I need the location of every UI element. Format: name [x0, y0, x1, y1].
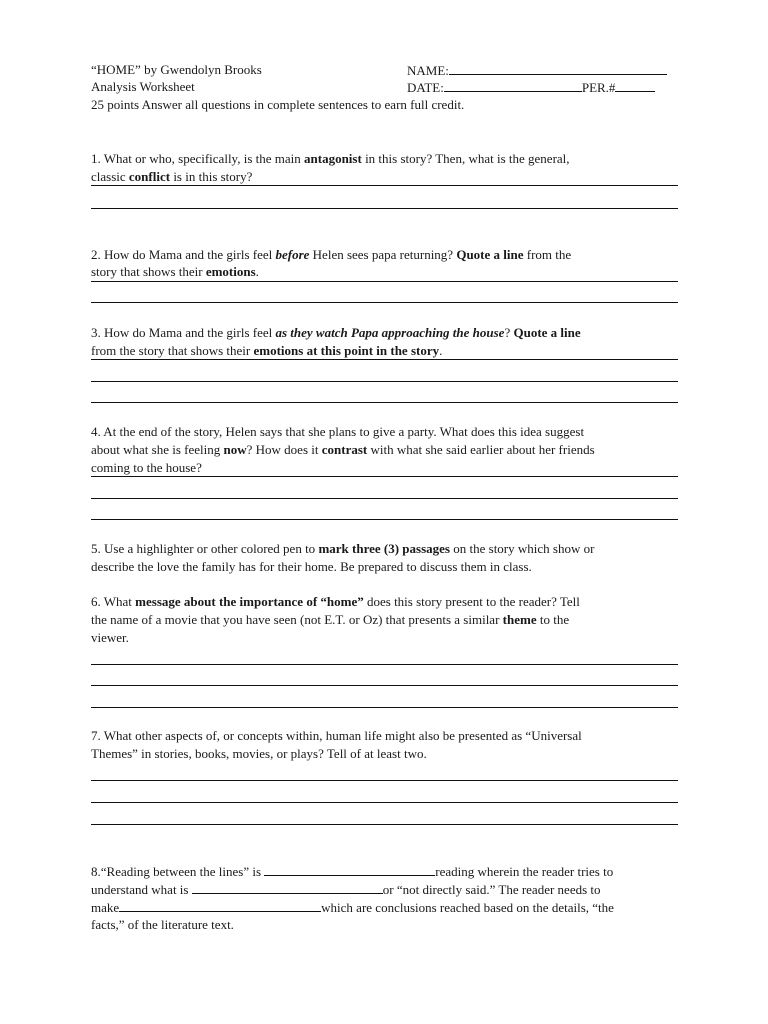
answer-line[interactable]	[91, 780, 678, 781]
answer-line[interactable]	[91, 685, 678, 686]
answer-line[interactable]	[91, 281, 678, 282]
question-8-line-4: facts,” of the literature text.	[91, 917, 234, 932]
question-6-line-3: viewer.	[91, 630, 129, 645]
answer-line[interactable]	[91, 359, 678, 360]
answer-line[interactable]	[91, 185, 678, 186]
name-blank[interactable]	[449, 62, 667, 75]
fill-in-blank[interactable]	[119, 899, 321, 912]
question-4-line-1: 4. At the end of the story, Helen says that she plans to give a party. What does this idea suggest	[91, 424, 585, 439]
question-6-line-1: 6. What message about the importance of “home” does this story present to the reader? Tell	[91, 594, 580, 609]
question-1-line-1: 1. What or who, specifically, is the main antagonist in this story? Then, what is the general,	[91, 151, 570, 166]
answer-line[interactable]	[91, 498, 678, 499]
question-2-line-1: 2. How do Mama and the girls feel before Helen sees papa returning? Quote a line from the	[91, 247, 572, 262]
worksheet-title: “HOME” by Gwendolyn Brooks	[91, 62, 262, 77]
question-7-line-2: Themes” in stories, books, movies, or plays? Tell of at least two.	[91, 746, 427, 761]
answer-line[interactable]	[91, 519, 678, 520]
name-label: NAME:	[407, 63, 449, 78]
answer-line[interactable]	[91, 824, 678, 825]
name-field[interactable]	[407, 62, 667, 79]
question-4-line-2: about what she is feeling now? How does it contrast with what she said earlier about her friends	[91, 442, 595, 457]
answer-line[interactable]	[91, 381, 678, 382]
question-2-line-2: story that shows their emotions.	[91, 264, 259, 279]
question-8-line-3: make which are conclusions reached based on the details, “the	[91, 900, 614, 915]
answer-line[interactable]	[91, 802, 678, 803]
question-3-line-1: 3. How do Mama and the girls feel as they watch Papa approaching the house? Quote a line	[91, 325, 581, 340]
date-label: DATE:	[407, 80, 444, 95]
question-8-line-2: understand what is or “not directly said.” The reader needs to	[91, 882, 601, 897]
worksheet-subtitle: Analysis Worksheet	[91, 79, 195, 94]
date-blank[interactable]	[444, 79, 582, 92]
answer-line[interactable]	[91, 402, 678, 403]
per-blank[interactable]	[615, 79, 655, 92]
question-6-line-2: the name of a movie that you have seen (not E.T. or Oz) that presents a similar theme to the	[91, 612, 570, 627]
question-8-line-1: 8.“Reading between the lines” is reading wherein the reader tries to	[91, 864, 614, 879]
fill-in-blank[interactable]	[192, 881, 383, 894]
answer-line[interactable]	[91, 664, 678, 665]
question-1-line-2: classic conflict is in this story?	[91, 169, 253, 184]
answer-line[interactable]	[91, 208, 678, 209]
instructions: 25 points Answer all questions in complete sentences to earn full credit.	[91, 97, 465, 112]
answer-line[interactable]	[91, 476, 678, 477]
per-label: PER.#	[581, 80, 616, 95]
question-5-line-1: 5. Use a highlighter or other colored pen to mark three (3) passages on the story which show or	[91, 541, 595, 556]
question-5-line-2: describe the love the family has for their home. Be prepared to discuss them in class.	[91, 559, 532, 574]
fill-in-blank[interactable]	[264, 863, 435, 876]
question-3-line-2: from the story that shows their emotions at this point in the story.	[91, 343, 443, 358]
question-7-line-1: 7. What other aspects of, or concepts within, human life might also be presented as “Universal	[91, 728, 582, 743]
date-per-field[interactable]	[407, 79, 655, 96]
answer-line[interactable]	[91, 707, 678, 708]
answer-line[interactable]	[91, 302, 678, 303]
question-4-line-3: coming to the house?	[91, 460, 202, 475]
